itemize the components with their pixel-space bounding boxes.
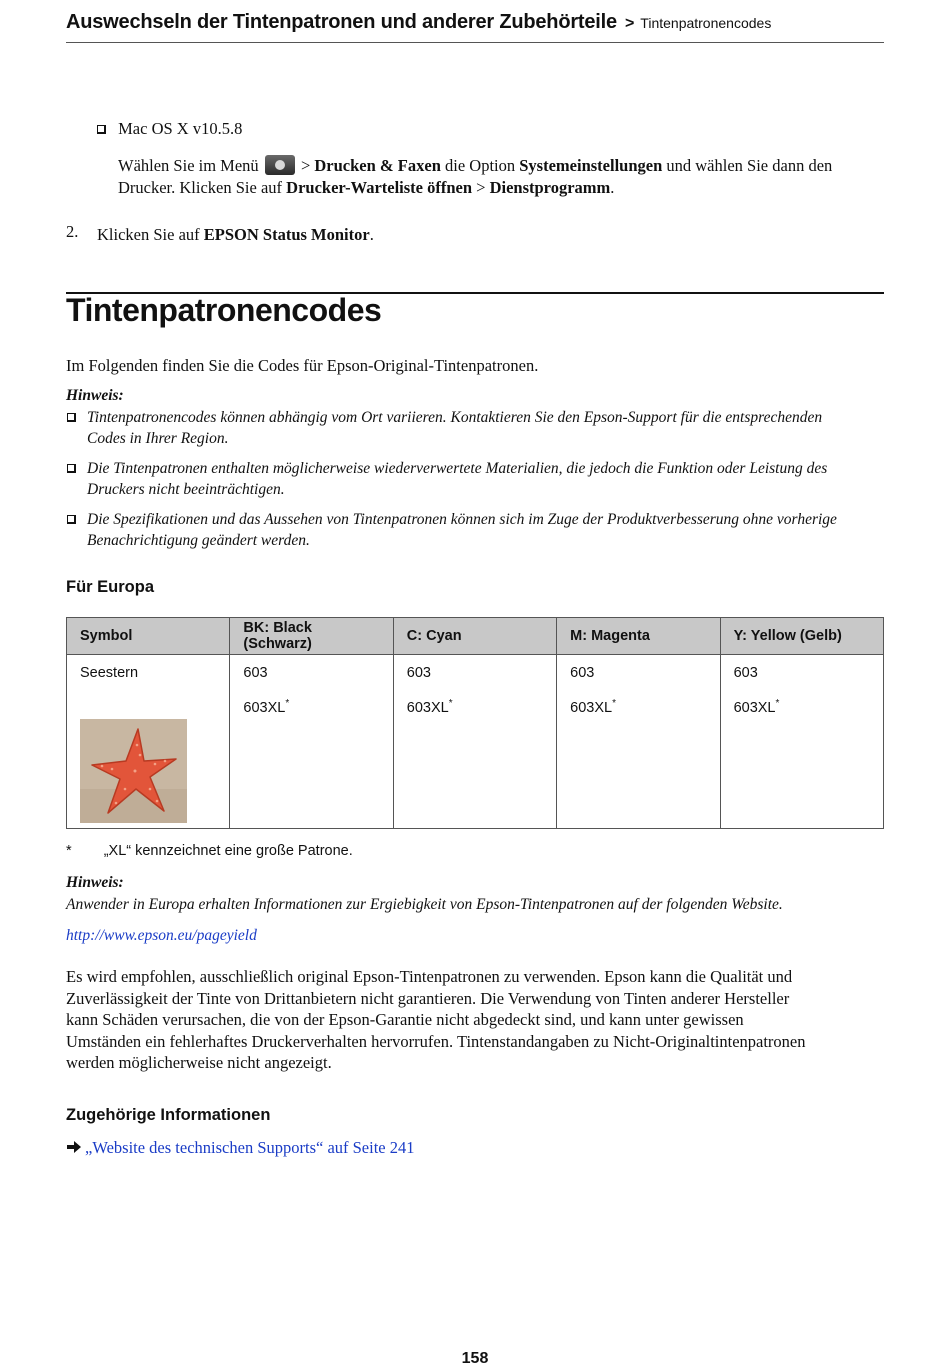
- column-header: M: Magenta: [557, 618, 720, 655]
- checkbox-bullet-icon: [97, 125, 106, 134]
- footnote-marker: *: [448, 698, 453, 709]
- column-header: Symbol: [67, 618, 230, 655]
- checkbox-bullet-icon: [67, 515, 76, 524]
- header-title: Auswechseln der Tintenpatronen und anderer Zubehörteile: [66, 11, 617, 33]
- note-label: Hinweis:: [66, 387, 124, 404]
- code-xl-value: 603XL: [406, 699, 449, 716]
- menu-path-system-prefs: Systemeinstellungen: [519, 156, 663, 175]
- code-standard: 603: [733, 665, 758, 681]
- code-standard: 603: [243, 665, 268, 681]
- column-header: C: Cyan: [393, 618, 556, 655]
- note-text: Anwender in Europa erhalten Informationen zur Ergiebigkeit von Epson-Tintenpatronen auf der folgenden Website.: [66, 896, 783, 913]
- cyan-code-cell: [393, 655, 556, 829]
- breadcrumb-separator: >: [624, 15, 635, 32]
- footnote-marker: *: [285, 698, 290, 709]
- page-header: [66, 11, 884, 41]
- arrow-right-icon: [66, 1140, 82, 1154]
- footnote-mark: *: [66, 843, 72, 859]
- text-run: >: [472, 178, 490, 197]
- footnote-marker: *: [775, 698, 780, 709]
- step-number: 2.: [66, 222, 79, 241]
- menu-path-utility: Dienstprogramm: [489, 178, 611, 197]
- mac-bullet-row: [97, 118, 242, 139]
- paragraph-line: kann Schäden verursachen, die von der Epson-Garantie nicht abgedeckt sind, und kann unter gewissen: [66, 1010, 744, 1029]
- column-header: Y: Yellow (Gelb): [720, 618, 883, 655]
- footnote-text: „XL“ kennzeichnet eine große Patrone.: [103, 843, 353, 859]
- text-run: >: [300, 156, 315, 175]
- note-list: [66, 407, 884, 551]
- starfish-image: [80, 719, 187, 823]
- note-item-line: Druckers nicht beeinträchtigen.: [87, 481, 285, 498]
- text-run: und wählen Sie dann den: [662, 156, 833, 175]
- paragraph-line: Umständen ein fehlerhaftes Druckerverhalten hervorrufen. Tintenstandangaben zu Nicht-Originaltintenpatronen: [66, 1031, 806, 1051]
- yellow-code-cell: [720, 655, 883, 829]
- support-website-link[interactable]: „Website des technischen Supports“ auf Seite 241: [85, 1138, 415, 1157]
- pageyield-link[interactable]: http://www.epson.eu/pageyield: [66, 927, 257, 944]
- text-run: Wählen Sie im Menü: [118, 156, 259, 175]
- code-xl-value: 603XL: [570, 699, 613, 716]
- text-run: .: [369, 225, 374, 244]
- note-label: Hinweis:: [66, 874, 124, 891]
- note-item-line: Die Tintenpatronen enthalten möglicherweise wiederverwertete Materialien, die jedoch die Funktion oder Leistung des: [87, 460, 828, 477]
- note-item-line: Codes in Ihrer Region.: [87, 430, 229, 447]
- related-heading: Zugehörige Informationen: [66, 1106, 271, 1124]
- epson-status-monitor-label: EPSON Status Monitor: [203, 225, 370, 244]
- code-xl: [570, 695, 706, 726]
- black-code-cell: [230, 655, 393, 829]
- section-intro: Im Folgenden finden Sie die Codes für Epson-Original-Tintenpatronen.: [66, 356, 539, 375]
- table-footnote: [66, 843, 353, 859]
- note-item: [66, 509, 884, 551]
- step2-text: [97, 224, 374, 245]
- text-run: Drucker. Klicken Sie auf: [118, 178, 287, 197]
- column-header: BK: Black (Schwarz): [230, 618, 393, 655]
- apple-menu-icon: [265, 155, 295, 175]
- cartridge-code-table: [66, 617, 884, 829]
- related-link-row[interactable]: [66, 1137, 415, 1158]
- mac-instruction-line1: [118, 155, 832, 176]
- page-number: 158: [461, 1350, 489, 1367]
- code-xl: [243, 695, 379, 726]
- note-item: [66, 407, 884, 449]
- menu-path-queue: Drucker-Warteliste öffnen: [286, 178, 473, 197]
- code-xl: [407, 695, 543, 726]
- text-run: .: [610, 178, 615, 197]
- header-divider: [66, 42, 884, 43]
- mac-os-label: Mac OS X v10.5.8: [118, 119, 243, 138]
- mac-instruction-line2: [118, 177, 614, 198]
- header-subtitle: Tintenpatronencodes: [640, 15, 772, 31]
- note-item-line: Die Spezifikationen und das Aussehen von Tintenpatronen können sich im Zuge der Produktverbesserung ohne vorherige: [87, 511, 837, 528]
- checkbox-bullet-icon: [67, 413, 76, 422]
- table-row: [67, 655, 884, 829]
- note-item-line: Benachrichtigung geändert werden.: [87, 532, 310, 549]
- paragraph-line: werden möglicherweise nicht angezeigt.: [66, 1053, 332, 1072]
- code-standard: 603: [406, 665, 431, 681]
- footnote-marker: *: [612, 698, 617, 709]
- code-standard: 603: [570, 665, 595, 681]
- recommendation-paragraph: [66, 966, 884, 1074]
- paragraph-line: Zuverlässigkeit der Tinte von Drittanbietern nicht garantieren. Die Verwendung von Tinten anderer Hersteller: [66, 988, 790, 1008]
- text-run: die Option: [440, 156, 520, 175]
- code-xl: [734, 695, 870, 726]
- code-xl-value: 603XL: [733, 699, 776, 716]
- note-item-line: Tintenpatronencodes können abhängig vom Ort variieren. Kontaktieren Sie den Epson-Support für die entsprechenden: [87, 409, 823, 426]
- magenta-code-cell: [557, 655, 720, 829]
- symbol-cell: [67, 655, 230, 829]
- text-run: Klicken Sie auf: [97, 225, 204, 244]
- code-xl-value: 603XL: [243, 699, 286, 716]
- menu-path-print-fax: Drucken & Faxen: [314, 156, 441, 175]
- europe-heading: Für Europa: [66, 578, 155, 596]
- paragraph-line: Es wird empfohlen, ausschließlich original Epson-Tintenpatronen zu verwenden. Epson kann die Qualität und: [66, 967, 793, 986]
- note-item: [66, 458, 884, 500]
- symbol-label: Seestern: [80, 665, 139, 681]
- section-heading: Tintenpatronencodes: [66, 292, 382, 328]
- table-header-row: [67, 618, 884, 655]
- checkbox-bullet-icon: [67, 464, 76, 473]
